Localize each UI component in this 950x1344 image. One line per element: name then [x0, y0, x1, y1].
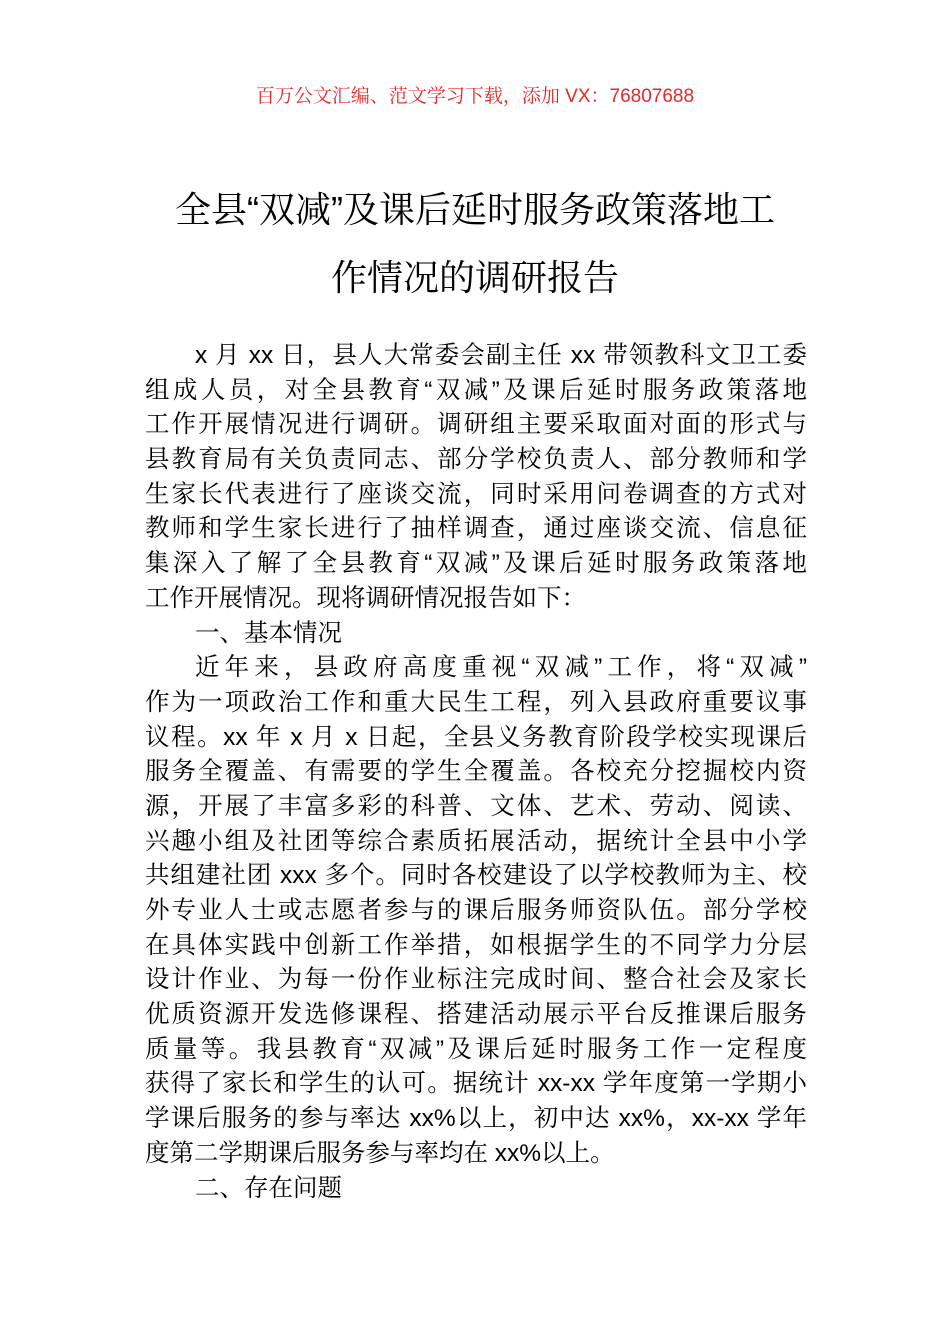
body-text-line: 工作开展情况。现将调研情况报告如下：: [145, 584, 586, 612]
body-text-line: 获得了家长和学生的认可。据统计 xx-xx 学年度第一学期小: [145, 1070, 807, 1098]
body-text-line: 源，开展了丰富多彩的科普、文体、艺术、劳动、阅读、: [145, 792, 807, 820]
body-text-line: 工作开展情况进行调研。调研组主要采取面对面的形式与: [145, 411, 807, 439]
body-text-line: 议程。xx 年 x 月 x 日起，全县义务教育阶段学校实现课后: [145, 723, 807, 751]
body-text-line: 兴趣小组及社团等综合素质拓展活动，据统计全县中小学: [145, 827, 807, 855]
body-text-line: 县教育局有关负责同志、部分学校负责人、部分教师和学: [145, 446, 807, 474]
title-line: 全县“双减”及课后延时服务政策落地工: [175, 189, 775, 230]
body-text-line: 设计作业、为每一份作业标注完成时间、整合社会及家长: [145, 966, 807, 994]
document-body: [145, 339, 807, 1206]
body-text-line: 作为一项政治工作和重大民生工程，列入县政府重要议事: [145, 688, 807, 716]
body-text-line: 学课后服务的参与率达 xx%以上，初中达 xx%，xx-xx 学年: [145, 1105, 807, 1133]
section-heading: 二、存在问题: [195, 1174, 342, 1202]
body-text-line: 共组建社团 xxx 多个。同时各校建设了以学校教师为主、校: [145, 862, 807, 890]
body-text-line: 教师和学生家长进行了抽样调查，通过座谈交流、信息征: [145, 515, 807, 543]
body-text-line: 集深入了解了全县教育“双减”及课后延时服务政策落地: [145, 550, 807, 578]
watermark-header-note: 百万公文汇编、范文学习下载，添加 VX：76807688: [255, 86, 695, 107]
body-text-line: 度第二学期课后服务参与率均在 xx%以上。: [145, 1139, 615, 1167]
body-text-line: 在具体实践中创新工作举措，如根据学生的不同学力分层: [145, 931, 807, 959]
body-text-line: 优质资源开发选修课程、搭建活动展示平台反推课后服务: [145, 1001, 807, 1029]
section-heading: 一、基本情况: [195, 619, 342, 647]
body-text-line: 质量等。我县教育“双减”及课后延时服务工作一定程度: [145, 1035, 807, 1063]
body-text-line: x 月 xx 日，县人大常委会副主任 xx 带领教科文卫工委: [195, 342, 807, 369]
body-text-line: 组成人员，对全县教育“双减”及课后延时服务政策落地: [145, 376, 807, 404]
title-line: 作情况的调研报告: [330, 257, 619, 298]
document-title: [100, 176, 850, 312]
body-text-line: 生家长代表进行了座谈交流，同时采用问卷调查的方式对: [145, 480, 807, 508]
body-text-line: 服务全覆盖、有需要的学生全覆盖。各校充分挖掘校内资: [145, 758, 807, 786]
body-text-line: 近年来，县政府高度重视“双减”工作，将“双减”: [195, 654, 807, 682]
body-text-line: 外专业人士或志愿者参与的课后服务师资队伍。部分学校: [145, 897, 807, 924]
